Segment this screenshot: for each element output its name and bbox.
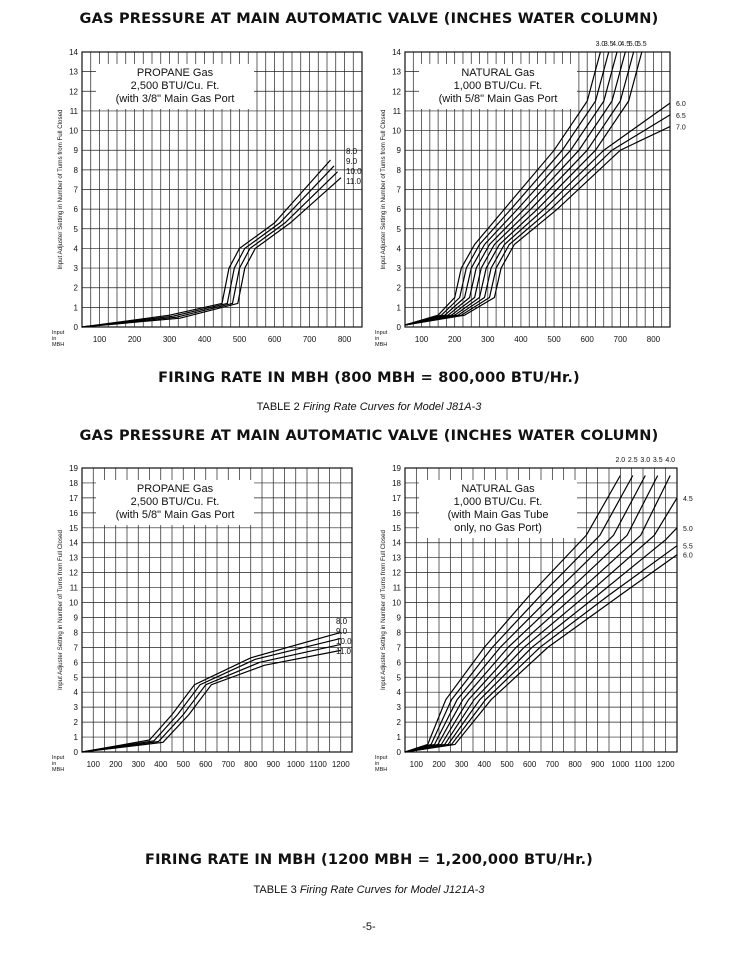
y-tick-label: 5 — [73, 224, 78, 234]
x-tick-label: 1100 — [634, 760, 652, 769]
y-tick-label: 0 — [73, 323, 78, 332]
y-tick-label: 10 — [392, 126, 401, 136]
y-tick-label: 4 — [396, 688, 401, 698]
y-tick-label: 4 — [73, 688, 78, 698]
y-tick-label: 7 — [73, 185, 78, 195]
y-tick-label: 4 — [396, 244, 401, 254]
y-tick-label: 17 — [69, 493, 78, 503]
table3-text: Firing Rate Curves for Model J121A-3 — [299, 884, 485, 896]
series-label: 3.5 — [603, 41, 614, 48]
y-tick-label: 12 — [69, 568, 78, 578]
y-tick-label: 16 — [69, 508, 78, 518]
y-axis-label: Input Adjuster Setting in Number of Turns from Full Closed — [380, 530, 387, 690]
y-tick-label: 9 — [396, 146, 401, 156]
x-tick-label: 100 — [414, 335, 429, 344]
corner-label: MBH — [375, 342, 388, 348]
x-tick-label: 300 — [131, 760, 145, 769]
y-tick-label: 0 — [396, 323, 401, 332]
corner-label: MBH — [375, 767, 388, 773]
y-tick-label: 5 — [396, 224, 401, 234]
table3-label: TABLE 3 — [253, 884, 297, 896]
gas-info-line: PROPANE Gas — [136, 67, 214, 79]
y-tick-label: 6 — [396, 205, 401, 215]
y-tick-label: 4 — [73, 244, 78, 254]
corner-label: in — [375, 761, 380, 767]
series-label: 6.0 — [676, 101, 686, 109]
series-line-10-0 — [82, 644, 341, 752]
series-label: 5.0 — [628, 41, 639, 48]
y-tick-label: 11 — [392, 583, 401, 593]
y-tick-label: 15 — [69, 523, 78, 533]
y-tick-label: 2 — [73, 283, 78, 293]
corner-label: MBH — [52, 767, 65, 773]
series-label: 4.0 — [612, 41, 622, 48]
y-tick-label: 18 — [69, 478, 78, 488]
x-tick-label: 300 — [481, 335, 495, 344]
series-line-9-0 — [82, 638, 341, 752]
middle-heading: GAS PRESSURE AT MAIN AUTOMATIC VALVE (INCHES WATER COLUMN) — [79, 428, 659, 444]
gas-info-line: PROPANE Gas — [136, 483, 214, 495]
y-tick-label: 12 — [69, 87, 78, 97]
y-tick-label: 13 — [69, 67, 78, 77]
gas-info-line: (with 3/8" Main Gas Port — [115, 93, 235, 105]
x-tick-label: 900 — [266, 760, 280, 769]
y-axis-label: Input Adjuster Setting in Number of Turns from Full Closed — [380, 109, 387, 270]
series-label: 3.0 — [640, 457, 651, 464]
series-label: 9.0 — [336, 627, 348, 637]
y-tick-label: 9 — [396, 613, 401, 623]
y-tick-label: 17 — [392, 493, 401, 503]
x-tick-label: 700 — [613, 335, 627, 344]
x-tick-label: 200 — [448, 335, 462, 344]
x-tick-label: 200 — [432, 760, 446, 769]
series-label: 2.5 — [627, 457, 638, 464]
x-tick-label: 300 — [454, 760, 469, 769]
x-tick-label: 600 — [199, 760, 213, 769]
y-tick-label: 3 — [73, 703, 78, 713]
x-tick-label: 500 — [500, 760, 514, 769]
y-tick-label: 8 — [73, 165, 78, 175]
x-tick-label: 900 — [590, 760, 605, 769]
firing-rate-heading-1: FIRING RATE IN MBH (800 MBH = 800,000 BTU/Hr.) — [158, 370, 580, 386]
corner-label: MBH — [52, 342, 65, 348]
x-tick-label: 200 — [109, 760, 123, 769]
series-label: 11.0 — [346, 176, 361, 186]
series-label: 8.0 — [346, 146, 358, 156]
y-tick-label: 12 — [392, 568, 401, 578]
series-label: 3.0 — [595, 41, 606, 48]
y-axis-label: Input Adjuster Setting in Number of Turns from Full Closed — [57, 109, 64, 270]
y-tick-label: 9 — [73, 146, 78, 156]
table2-label: TABLE 2 — [256, 401, 300, 413]
series-label: 11.0 — [336, 647, 351, 657]
y-tick-label: 11 — [392, 106, 401, 116]
series-label: 10.0 — [336, 637, 352, 647]
series-line-9-0 — [82, 166, 334, 327]
x-tick-label: 600 — [580, 335, 594, 344]
y-tick-label: 14 — [69, 538, 78, 548]
y-tick-label: 15 — [392, 523, 401, 533]
y-tick-label: 2 — [396, 283, 401, 293]
y-tick-label: 6 — [73, 658, 78, 668]
x-tick-label: 400 — [197, 335, 212, 344]
y-tick-label: 2 — [396, 718, 401, 728]
x-tick-label: 800 — [337, 335, 352, 344]
series-label: 6.0 — [683, 552, 693, 560]
x-tick-label: 600 — [267, 335, 282, 344]
x-tick-label: 700 — [545, 760, 560, 769]
corner-label: in — [52, 336, 57, 342]
y-tick-label: 1 — [73, 733, 78, 743]
gas-info-line: NATURAL Gas — [461, 67, 535, 79]
x-tick-label: 800 — [646, 335, 661, 344]
y-tick-label: 14 — [392, 538, 401, 548]
y-tick-label: 3 — [73, 264, 78, 274]
series-label: 7.0 — [676, 124, 686, 132]
gas-info-line: only, no Gas Port) — [454, 522, 542, 534]
chart-1 — [52, 48, 362, 348]
y-axis-label: Input Adjuster Setting in Number of Turns from Full Closed — [57, 530, 64, 690]
y-tick-label: 3 — [396, 703, 401, 713]
y-tick-label: 16 — [392, 508, 401, 518]
x-tick-label: 1200 — [656, 760, 675, 769]
y-tick-label: 8 — [73, 628, 78, 638]
series-label: 2.0 — [615, 457, 626, 464]
corner-label: Input — [375, 755, 388, 761]
gas-info-line: (with 5/8" Main Gas Port — [115, 509, 235, 521]
y-tick-label: 3 — [396, 264, 401, 274]
x-tick-label: 700 — [302, 335, 317, 344]
y-tick-label: 11 — [69, 106, 78, 116]
y-tick-label: 0 — [73, 748, 78, 757]
corner-label: in — [52, 761, 57, 767]
gas-info-line: (with Main Gas Tube — [447, 509, 549, 521]
y-tick-label: 2 — [73, 718, 78, 728]
y-tick-label: 11 — [69, 583, 78, 593]
corner-label: in — [375, 336, 380, 342]
series-label: 4.0 — [665, 457, 676, 464]
y-tick-label: 10 — [392, 598, 401, 608]
x-tick-label: 300 — [162, 335, 177, 344]
x-tick-label: 1000 — [286, 760, 305, 769]
y-tick-label: 14 — [392, 48, 401, 57]
series-label: 4.5 — [620, 41, 631, 48]
x-tick-label: 100 — [409, 760, 424, 769]
y-tick-label: 19 — [69, 464, 78, 473]
y-tick-label: 19 — [392, 464, 401, 473]
chart-3 — [52, 464, 352, 773]
y-tick-label: 13 — [69, 553, 78, 563]
x-tick-label: 1000 — [611, 760, 630, 769]
x-tick-label: 400 — [514, 335, 528, 344]
y-tick-label: 1 — [396, 303, 401, 313]
table2-text: Firing Rate Curves for Model J81A-3 — [302, 401, 482, 413]
chart-2 — [375, 41, 686, 348]
x-tick-label: 800 — [244, 760, 258, 769]
x-tick-label: 500 — [176, 760, 190, 769]
y-tick-label: 1 — [396, 733, 401, 743]
x-tick-label: 400 — [154, 760, 168, 769]
y-tick-label: 1 — [73, 303, 78, 313]
series-label: 8.0 — [336, 617, 348, 627]
x-tick-label: 100 — [86, 760, 100, 769]
series-line-8-0 — [82, 160, 331, 327]
y-tick-label: 18 — [392, 478, 401, 488]
x-tick-label: 700 — [221, 760, 235, 769]
x-tick-label: 500 — [232, 335, 247, 344]
series-label: 6.5 — [676, 112, 686, 120]
gas-info-line: 1,000 BTU/Cu. Ft. — [453, 496, 543, 508]
series-label: 4.5 — [683, 495, 693, 503]
x-tick-label: 400 — [477, 760, 492, 769]
gas-info-line: 1,000 BTU/Cu. Ft. — [453, 80, 543, 92]
y-tick-label: 13 — [392, 553, 401, 563]
firing-rate-heading-2: FIRING RATE IN MBH (1200 MBH = 1,200,000 BTU/Hr.) — [144, 852, 594, 868]
x-tick-label: 1100 — [309, 760, 327, 769]
page-number: -5- — [362, 921, 376, 933]
series-label: 5.0 — [683, 525, 693, 533]
chart-4 — [375, 457, 693, 773]
y-tick-label: 5 — [396, 673, 401, 683]
y-tick-label: 7 — [396, 643, 401, 653]
y-tick-label: 5 — [73, 673, 78, 683]
gas-info-line: (with 5/8" Main Gas Port — [438, 93, 558, 105]
x-tick-label: 1200 — [331, 760, 350, 769]
y-tick-label: 7 — [396, 185, 401, 195]
y-tick-label: 12 — [392, 87, 401, 97]
series-label: 9.0 — [346, 156, 358, 166]
y-tick-label: 10 — [69, 598, 78, 608]
corner-label: Input — [375, 330, 388, 336]
series-label: 5.5 — [636, 41, 647, 48]
y-tick-label: 7 — [73, 643, 78, 653]
gas-info-line: 2,500 BTU/Cu. Ft. — [130, 496, 220, 508]
top-heading: GAS PRESSURE AT MAIN AUTOMATIC VALVE (INCHES WATER COLUMN) — [79, 11, 659, 27]
x-tick-label: 500 — [547, 335, 561, 344]
y-tick-label: 6 — [73, 205, 78, 215]
x-tick-label: 800 — [568, 760, 582, 769]
x-tick-label: 200 — [127, 335, 142, 344]
corner-label: Input — [52, 755, 65, 761]
y-tick-label: 0 — [396, 748, 401, 757]
y-tick-label: 10 — [69, 126, 78, 136]
y-tick-label: 8 — [396, 628, 401, 638]
y-tick-label: 13 — [392, 67, 401, 77]
gas-info-line: NATURAL Gas — [461, 483, 535, 495]
y-tick-label: 6 — [396, 658, 401, 668]
corner-label: Input — [52, 330, 65, 336]
series-label: 10.0 — [346, 166, 362, 176]
x-tick-label: 600 — [522, 760, 537, 769]
series-label: 5.5 — [683, 543, 693, 551]
x-tick-label: 100 — [92, 335, 107, 344]
y-tick-label: 14 — [69, 48, 78, 57]
y-tick-label: 9 — [73, 613, 78, 623]
y-tick-label: 8 — [396, 165, 401, 175]
series-label: 3.5 — [652, 457, 663, 464]
gas-info-line: 2,500 BTU/Cu. Ft. — [130, 80, 220, 92]
